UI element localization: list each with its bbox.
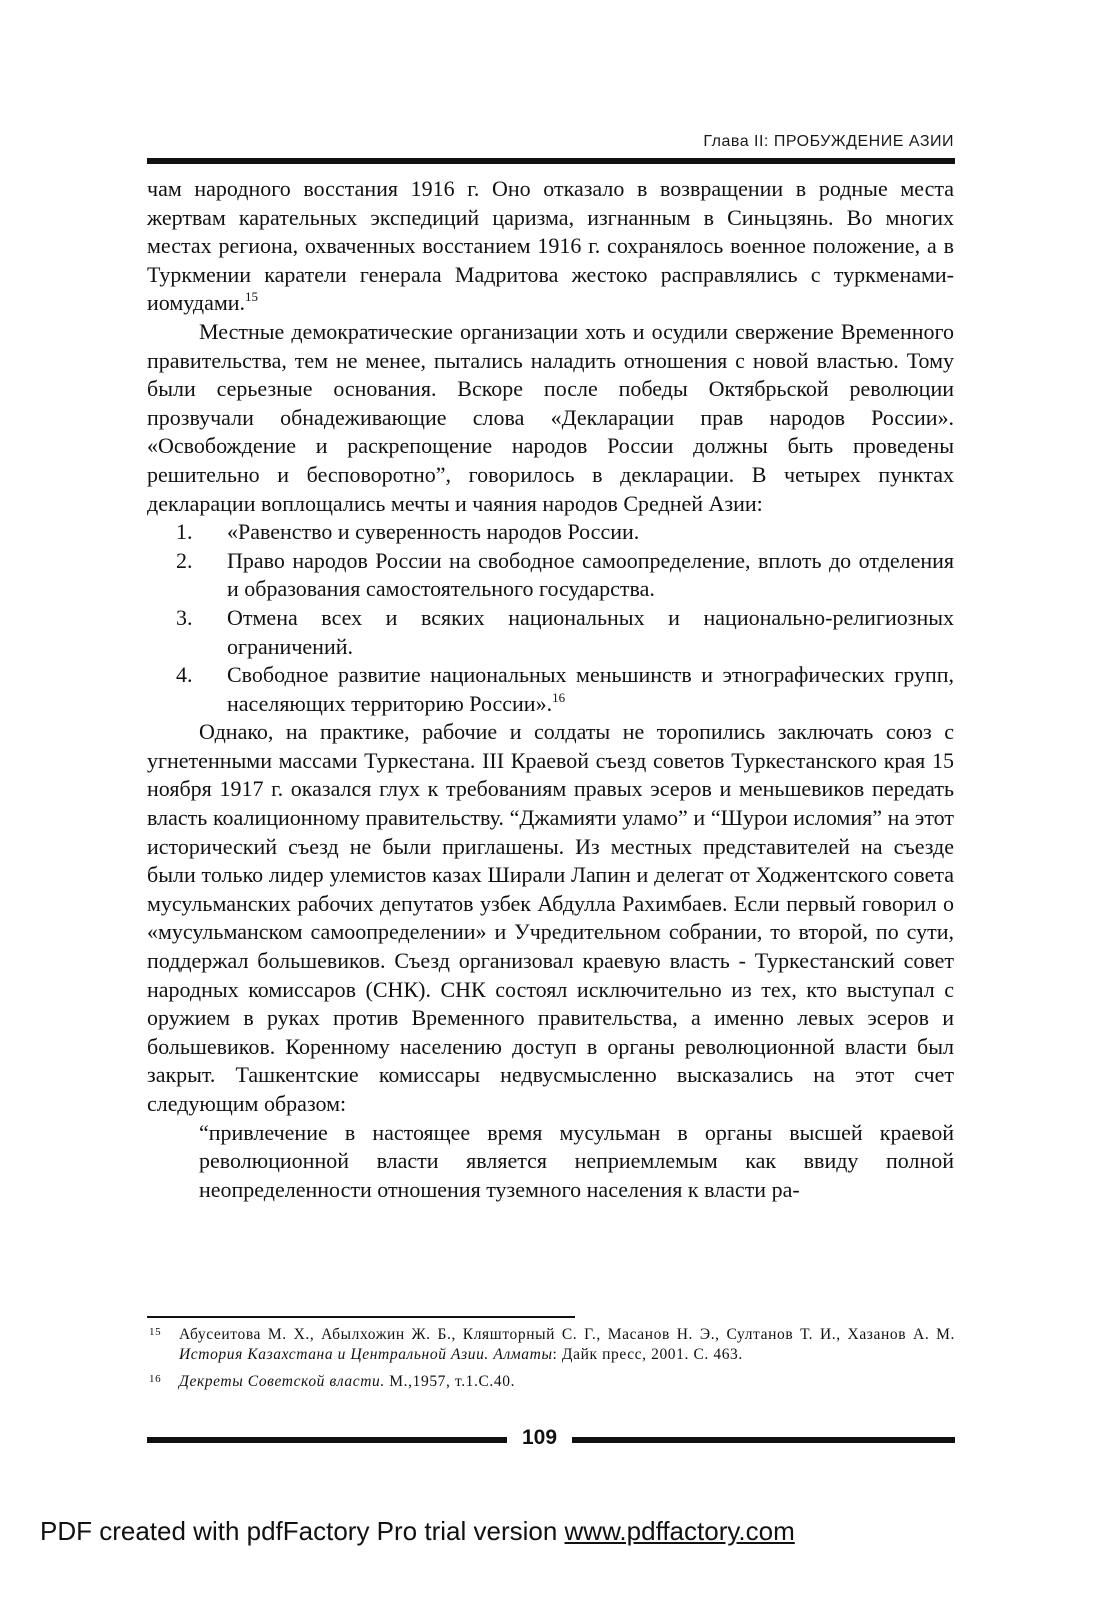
list-number: 3. bbox=[176, 604, 193, 630]
list-number: 2. bbox=[176, 547, 193, 573]
footnote-title: Декреты Советской власти. bbox=[179, 1373, 385, 1390]
list-text bbox=[210, 661, 954, 718]
pdf-watermark bbox=[40, 1516, 795, 1547]
paragraph-3: Однако, на практике, рабочие и солдаты не торопились заключать союз с угнетенными массами Туркестана. III Краевой съезд советов Туркестанского края 15 ноября 1917 г. оказался глух к требованиям правых эсеров и меньшевиков передать власть коалиционному правительству. “Джамияти уламо” и “Шурои исломия” на этот исторический съезд не были приглашены. Из местных представителей на съезде были только лидер улемистов казах Ширали Лапин и делегат от Ходжентского совета мусульманских рабочих депутатов узбек Абдулла Рахимбаев. Если первый говорил о «мусульманском самоопределении» и Учредительном собрании, то второй, по сути, поддержал большевиков. Съезд организовал краевую власть - Туркестанский совет народных комиссаров (СНК). СНК состоял исключительно из тех, кто выступал с оружием в руках против Временного правительства, а именно левых эсеров и большевиков. Коренному населению доступ в органы революционной власти был закрыт. Ташкентские комиссары недвусмысленно высказались на этот счет следующим образом: bbox=[147, 719, 954, 1116]
declaration-list bbox=[147, 518, 954, 718]
page-number: 109 bbox=[521, 1426, 558, 1449]
footer-rule-left bbox=[147, 1437, 507, 1443]
paragraph-1-text: чам народного восстания 1916 г. Оно отказало в возвращении в родные места жертвам карательных экспедиций царизма, изгнанным в Синьцзянь. Во многих местах региона, охваченных восстанием 1916 г. сохранялось военное положение, а в Туркмении каратели генерала Мадритова жестоко расправлялись с туркменами-иомудами. bbox=[147, 176, 954, 316]
list-item bbox=[147, 547, 954, 604]
paragraph-1 bbox=[147, 175, 954, 318]
list-number: 4. bbox=[176, 662, 193, 688]
footnote-mark: 16 bbox=[149, 1373, 162, 1385]
list-item bbox=[147, 518, 954, 547]
running-header: Глава II: ПРОБУЖДЕНИЕ АЗИИ bbox=[703, 133, 954, 150]
list-text: «Равенство и суверенность народов России. bbox=[227, 519, 640, 545]
footnote-separator bbox=[147, 1316, 575, 1318]
list-number: 1. bbox=[176, 519, 193, 545]
footnote-16 bbox=[147, 1372, 955, 1392]
footnote-ref-16[interactable]: 16 bbox=[552, 689, 566, 705]
list-text: Право народов России на свободное самоопределение, вплоть до отделения и образования самостоятельного государства. bbox=[227, 547, 954, 602]
footnote-authors: Абусеитова М. Х., Абылхожин Ж. Б., Кляшторный С. Г., Масанов Н. Э., Султанов Т. И., Хазанов А. М. bbox=[179, 1326, 955, 1343]
footnote-mark: 15 bbox=[149, 1326, 162, 1338]
watermark-text: PDF created with pdfFactory Pro trial version bbox=[40, 1516, 565, 1546]
list-item bbox=[147, 661, 954, 718]
footnote-publisher: : Дайк пресс, 2001. С. 463. bbox=[552, 1346, 743, 1363]
watermark-link[interactable]: www.pdffactory.com bbox=[564, 1516, 795, 1546]
footer-rule-right bbox=[572, 1437, 955, 1443]
footnote-15 bbox=[147, 1325, 955, 1365]
header-rule bbox=[147, 158, 955, 164]
list-text: Отмена всех и всяких национальных и национально-религиозных ограничений. bbox=[227, 604, 954, 659]
footnote-title: История Казахстана и Центральной Азии. Алматы bbox=[179, 1346, 553, 1363]
footnote-text bbox=[179, 1372, 955, 1392]
paragraph-2: Местные демократические организации хоть и осудили свержение Временного правительства, тем не менее, пытались наладить отношения с новой властью. Тому были серьезные основания. Вскоре после победы Октябрьской революции прозвучали обнадеживающие слова «Декларации прав народов России». «Освобождение и раскрепощение народов России должны быть проведены решительно и бесповоротно”, говорилось в декларации. В четырех пунктах декларации воплощались мечты и чаяния народов Средней Азии: bbox=[147, 318, 954, 516]
list-item bbox=[147, 604, 954, 661]
list-text-4: Свободное развитие национальных меньшинств и этнографических групп, населяющих территорию России». bbox=[227, 662, 954, 716]
quotation: “привлечение в настоящее время мусульман в органы высшей краевой революционной власти является неприемлемым как ввиду полной неопределенности отношения туземного населения к власти ра- bbox=[199, 1119, 954, 1202]
footnote-text bbox=[179, 1325, 955, 1365]
main-text bbox=[147, 175, 954, 1204]
footnotes bbox=[147, 1325, 955, 1399]
footnote-ref-15[interactable]: 15 bbox=[245, 289, 259, 305]
footnote-publisher: М.,1957, т.1.С.40. bbox=[384, 1373, 516, 1390]
